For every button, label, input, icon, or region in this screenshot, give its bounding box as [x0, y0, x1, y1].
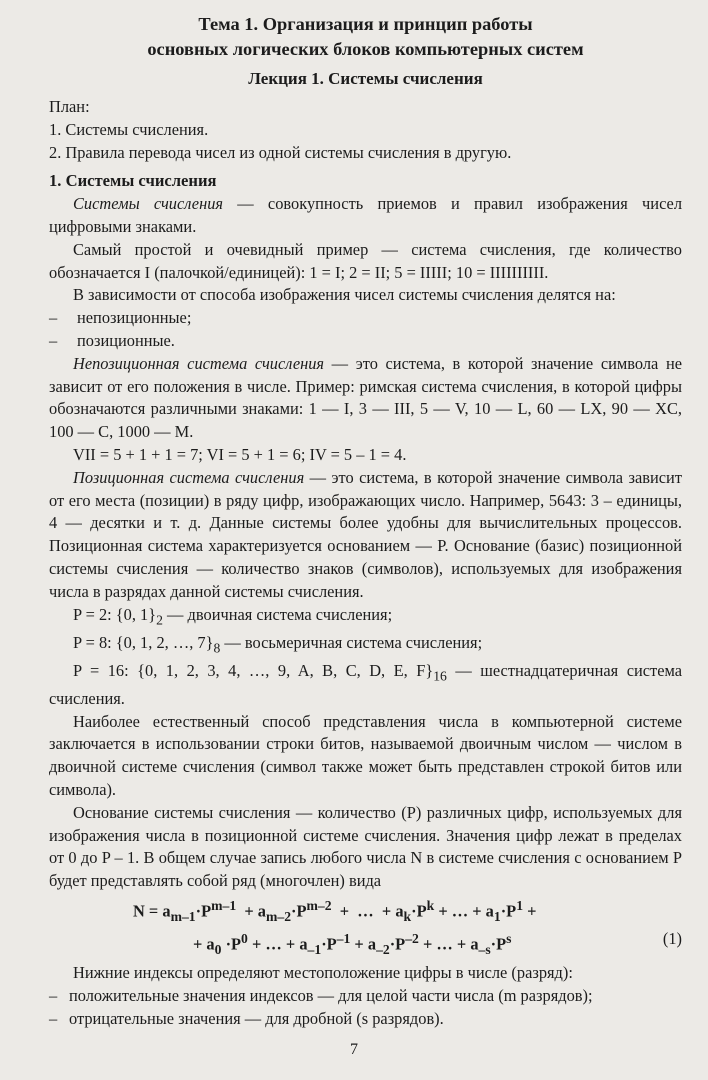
list-item: – позиционные. [49, 330, 175, 350]
formula-line-1: $N = a_{m-1}\cdot P^{m-1} + a_{m-2}\cdot P^{m-2}$ + … + $a_k\cdot P^k$ + … + $a_1\cdot P^1$ + [133, 897, 537, 924]
indices-paragraph: Нижние индексы определяют местоположение цифры в числе (разряд): [73, 963, 573, 983]
positional-text: — это система, в которой значение символа зависит от его места (позиции) в ряду цифр, изображающих число. Например, 5643: 3 – единицы, 4 — десятки и т. д. Данные системы более удобны для вычислительных процессов. Позиционная система характеризуется основанием — P. Основание (базис) позиционной системы счисления — количество знаков (символов), используемых для изображения числа в разрядах данной системы счисления. [49, 467, 682, 601]
division-paragraph: В зависимости от способа изображения чисел системы счисления делятся на: [73, 285, 616, 305]
example-paragraph: Самый простой и очевидный пример — система счисления, где количество обозначается I (палочкой/единицей): 1 = I; 2 = II; 5 = IIIII; 10 = IIIIIIIIII. [49, 239, 682, 282]
definition-paragraph [49, 193, 682, 239]
plan-label: План: [49, 97, 90, 116]
topic-title-line2: основных логических блоков компьютерных систем [147, 39, 584, 59]
formula-line-2: + $a_0 \cdot P^0$ + … + $a_{-1}\cdot P^{-1} + a_{-2}\cdot P^{-2}$ + … + $a_{-s}\cdot P^s$ (1) [193, 929, 682, 958]
plan-item-1: 1. Системы счисления. [49, 119, 209, 139]
base-8-line: P = 8: {0, 1, 2, …, $7\}_8$ — восьмеричная система счисления; [73, 632, 483, 655]
definition-term: Системы счисления [73, 194, 224, 214]
topic-title [49, 12, 682, 62]
list-item: – отрицательные значения — для дробной (s разрядов). [49, 1008, 444, 1028]
topic-title-line1: Тема 1. Организация и принцип работы [198, 14, 533, 34]
section-heading: 1. Системы счисления [49, 171, 217, 191]
page-number: 7 [350, 1041, 358, 1058]
nonpositional-paragraph [49, 353, 682, 444]
equation-number: (1) [662, 929, 682, 949]
base-16-line: P = 16: {0, 1, 2, 3, 4, …, 9, A, B, C, D, E, $F\}_{16}$ — шестнадцатеричная система счисления. [49, 660, 683, 708]
definition-text: — совокупность приемов и правил изображения чисел цифровыми знаками. [49, 194, 682, 236]
plan-item-2: 2. Правила перевода чисел из одной системы счисления в другую. [49, 142, 512, 162]
bits-paragraph: Наиболее естественный способ представления числа в компьютерной системе заключается в использовании строки битов, называемой двоичным числом — числом в двоичной системе счисления (символ также может быть представлен строкой битов или символа). [49, 711, 682, 799]
lecture-title: Лекция 1. Системы счисления [248, 69, 483, 88]
nonpositional-text: — это система, в которой значение символа не зависит от его положения в числе. Пример: римская система счисления, в которой цифры обозначаются различными знаками: 1 — I, 3 — III, 5 — V, 10 — L, 60 — LX, 90 — XC, 100 — C, 1000 — M. [49, 353, 682, 442]
list-item: – положительные значения индексов — для целой части числа (m разрядов); [49, 985, 593, 1005]
positional-paragraph [49, 467, 682, 604]
list-item: – непозиционные; [49, 308, 192, 328]
base-definition-paragraph: Основание системы счисления — количество (P) различных цифр, используемых для изображения числа в позиционной системе счисления. Значения цифр лежат в пределах от 0 до P – 1. В общем случае запись любого числа N в системе счисления с основанием P будет представлять собой ряд (многочлен) вида [49, 802, 682, 891]
positional-term: Позиционная система счисления [73, 467, 305, 487]
roman-example: VII = 5 + 1 + 1 = 7; VI = 5 + 1 = 6; IV = 5 – 1 = 4. [73, 444, 407, 464]
base-2-line: P = 2: {0, $1\}_2$ — двоичная система счисления; [73, 604, 393, 627]
nonpositional-term: Непозиционная система счисления [73, 353, 325, 373]
